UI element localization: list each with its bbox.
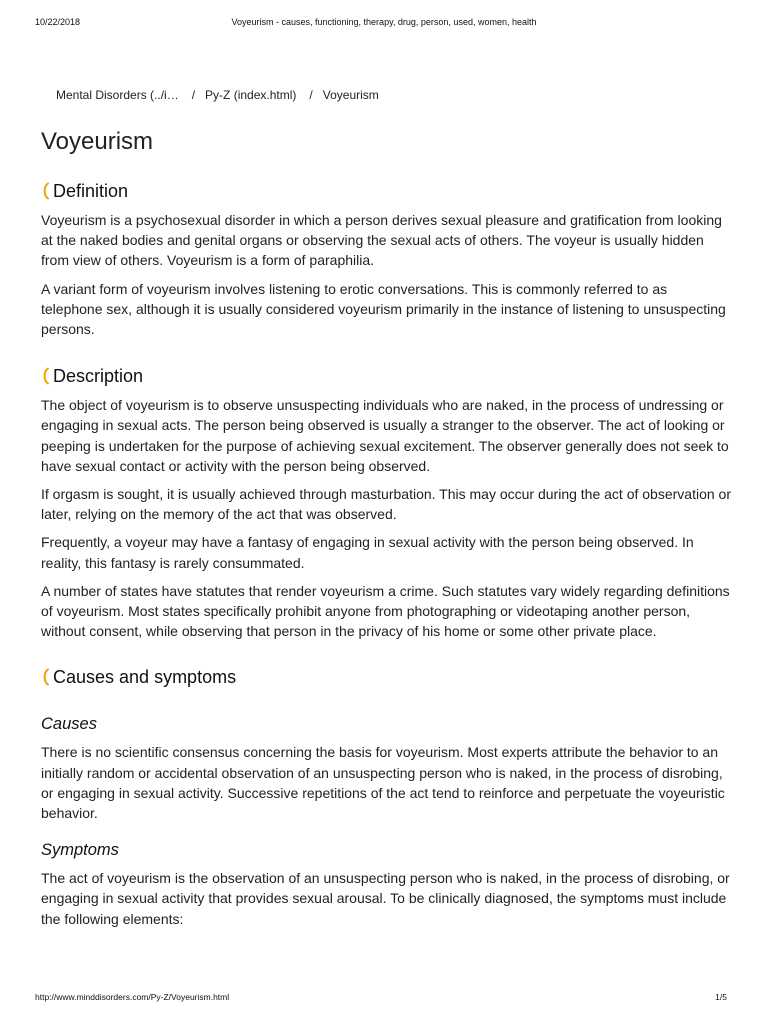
breadcrumb-separator: / — [309, 88, 313, 102]
print-url: http://www.minddisorders.com/Py-Z/Voyeurism.html — [35, 992, 230, 1002]
paren-icon — [41, 668, 50, 686]
breadcrumb-separator: / — [191, 88, 196, 102]
paragraph: The object of voyeurism is to observe unsuspecting individuals who are naked, in the process of undressing or engaging in sexual acts. The person being observed is usually a stranger to the observer. The act of looking or peeping is undertaken for the purpose of achieving sexual excitement. The observer generally does not seek to have sexual contact or activity with the person being observed. — [41, 397, 729, 474]
print-header — [35, 17, 733, 31]
paragraph: If orgasm is sought, it is usually achieved through masturbation. This may occur during the act of observation or later, relying on the memory of the act that was observed. — [41, 486, 731, 523]
breadcrumb-link-mental-disorders[interactable]: Mental Disorders (../i… — [56, 88, 179, 102]
paragraph: A variant form of voyeurism involves listening to erotic conversations. This is commonly referred to as telephone sex, although it is usually considered voyeurism primarily in the instance of listening to unsuspecting persons. — [41, 280, 726, 338]
subsection-heading-symptoms: Symptoms — [41, 841, 119, 860]
paragraph: A number of states have statutes that render voyeurism a crime. Such statutes vary widely regarding definitions of voyeurism. Most states specifically prohibit anyone from photographing or videotaping another person, without consent, while observing that person in the privacy of his home or some other private place. — [41, 582, 730, 640]
section-heading-causes-and-symptoms — [41, 666, 731, 688]
print-date: 10/22/2018 — [35, 17, 81, 27]
section-heading-description — [41, 365, 731, 387]
page-title: Voyeurism — [41, 128, 154, 155]
article — [41, 128, 731, 929]
paragraph: Voyeurism is a psychosexual disorder in which a person derives sexual pleasure and gratification from looking at the naked bodies and genital organs or observing the sexual acts of others. The voyeur is usually hidden from view of others. Voyeurism is a form of paraphilia. — [41, 212, 722, 269]
section-heading-definition — [41, 180, 731, 202]
paragraph: The act of voyeurism is the observation of an unsuspecting person who is naked, in the process of disrobing, or engaging in sexual activity that provides sexual arousal. To be clinically diagnosed, the symptoms must include the following elements: — [41, 870, 730, 927]
paren-icon — [41, 367, 50, 385]
breadcrumb-link-py-z[interactable]: Py-Z (index.html) — [205, 88, 297, 102]
breadcrumb — [56, 88, 379, 102]
breadcrumb-current: Voyeurism — [322, 88, 379, 102]
print-page-number: 1/5 — [715, 992, 727, 1002]
section-heading-label: Description — [53, 366, 144, 387]
section-heading-label: Definition — [53, 181, 129, 201]
subsection-heading-causes: Causes — [41, 715, 97, 734]
paren-icon — [41, 182, 50, 200]
print-footer — [35, 992, 733, 1004]
paragraph: There is no scientific consensus concerning the basis for voyeurism. Most experts attribute the behavior to an initially random or accidental observation of an unsuspecting person who is naked, in the process of disrobing, or engaging in sexual activity. Successive repetitions of the act tend to reinforce and perpetuate the voyeuristic behavior. — [41, 744, 725, 822]
print-page-title: Voyeurism - causes, functioning, therapy, drug, person, used, women, health — [231, 17, 537, 27]
section-heading-label: Causes and symptoms — [53, 667, 237, 688]
paragraph: Frequently, a voyeur may have a fantasy of engaging in sexual activity with the person being observed. In reality, this fantasy is rarely consummated. — [41, 534, 694, 571]
